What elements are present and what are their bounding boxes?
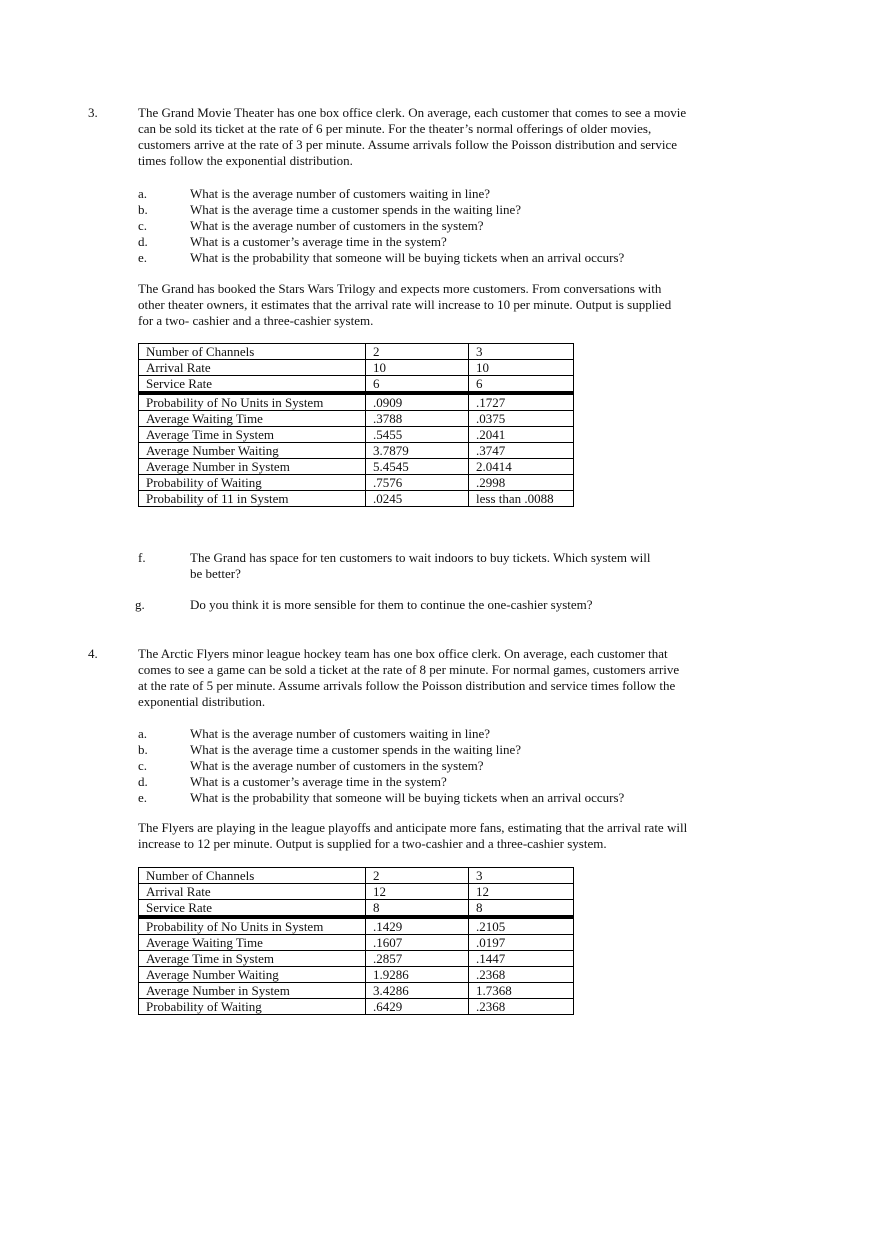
- table-row: [139, 459, 574, 475]
- table-row: [139, 443, 574, 459]
- question-text: What is the average time a customer spends in the waiting line?: [190, 202, 522, 217]
- text-line: other theater owners, it estimates that the arrival rate will increase to 10 per minute. Output is supplied: [138, 297, 672, 312]
- question-g-text: Do you think it is more sensible for them to continue the one-cashier system?: [190, 597, 593, 612]
- value-cell: .3788: [366, 411, 469, 427]
- value-cell: .1727: [469, 393, 574, 411]
- value-cell: 5.4545: [366, 459, 469, 475]
- output-table-3: [138, 343, 574, 507]
- question-text: What is the probability that someone will be buying tickets when an arrival occurs?: [190, 250, 625, 265]
- table-row: [139, 951, 574, 967]
- row-label-cell: Average Waiting Time: [139, 935, 366, 951]
- value-cell: .2998: [469, 475, 574, 491]
- value-cell: 2: [366, 868, 469, 884]
- text-line: customers arrive at the rate of 3 per minute. Assume arrivals follow the Poisson distribution and service: [138, 137, 678, 152]
- problem-3-number: 3.: [88, 105, 98, 120]
- row-label-cell: Average Time in System: [139, 951, 366, 967]
- question-letter: f.: [138, 550, 146, 565]
- value-cell: 2: [366, 344, 469, 360]
- value-cell: .7576: [366, 475, 469, 491]
- question-letter: d.: [138, 774, 148, 789]
- value-cell: 2.0414: [469, 459, 574, 475]
- value-cell: .6429: [366, 999, 469, 1015]
- value-cell: 10: [469, 360, 574, 376]
- question-text: What is a customer’s average time in the system?: [190, 234, 447, 249]
- question-text: What is the average number of customers in the system?: [190, 218, 484, 233]
- row-label-cell: Probability of No Units in System: [139, 917, 366, 935]
- question-letter: e.: [138, 250, 148, 265]
- question-text: What is the probability that someone will be buying tickets when an arrival occurs?: [190, 790, 625, 805]
- value-cell: less than .0088: [469, 491, 574, 507]
- value-cell: .2041: [469, 427, 574, 443]
- row-label-cell: Probability of Waiting: [139, 475, 366, 491]
- row-label-cell: Average Number in System: [139, 459, 366, 475]
- value-cell: 3: [469, 868, 574, 884]
- value-cell: 12: [366, 884, 469, 900]
- question-letter: d.: [138, 234, 148, 249]
- value-cell: .0245: [366, 491, 469, 507]
- question-text: What is the average time a customer spends in the waiting line?: [190, 742, 522, 757]
- value-cell: .0197: [469, 935, 574, 951]
- text-line: at the rate of 5 per minute. Assume arrivals follow the Poisson distribution and service times follow the: [138, 678, 676, 693]
- row-label-cell: Average Number in System: [139, 983, 366, 999]
- value-cell: .1429: [366, 917, 469, 935]
- text-line: increase to 12 per minute. Output is supplied for a two-cashier and a three-cashier system.: [138, 836, 607, 851]
- text-line: The Flyers are playing in the league playoffs and anticipate more fans, estimating that the arrival rate will: [138, 820, 688, 835]
- value-cell: .1447: [469, 951, 574, 967]
- text-line: The Arctic Flyers minor league hockey team has one box office clerk. On average, each customer that: [138, 646, 668, 661]
- table-row: [139, 983, 574, 999]
- row-label-cell: Average Waiting Time: [139, 411, 366, 427]
- table-row: [139, 935, 574, 951]
- question-letter: c.: [138, 758, 148, 773]
- problem-4-scenario: [138, 820, 763, 852]
- value-cell: 8: [469, 900, 574, 918]
- table-row: [139, 868, 574, 884]
- row-label-cell: Average Number Waiting: [139, 967, 366, 983]
- value-cell: .5455: [366, 427, 469, 443]
- row-label-cell: Arrival Rate: [139, 884, 366, 900]
- table-row: [139, 475, 574, 491]
- row-label-cell: Probability of Waiting: [139, 999, 366, 1015]
- problem-3-scenario: [138, 281, 763, 329]
- value-cell: 3.4286: [366, 983, 469, 999]
- question-letter: a.: [138, 726, 148, 741]
- problem-4-intro: [138, 646, 763, 710]
- value-cell: 12: [469, 884, 574, 900]
- question-letter: a.: [138, 186, 148, 201]
- question-letter: g.: [135, 597, 145, 612]
- table-row: [139, 411, 574, 427]
- row-label-cell: Arrival Rate: [139, 360, 366, 376]
- value-cell: .3747: [469, 443, 574, 459]
- value-cell: 1.7368: [469, 983, 574, 999]
- text-line: times follow the exponential distribution.: [138, 153, 353, 168]
- value-cell: .2105: [469, 917, 574, 935]
- question-letter: c.: [138, 218, 148, 233]
- row-label-cell: Number of Channels: [139, 344, 366, 360]
- value-cell: .2857: [366, 951, 469, 967]
- table-row: [139, 900, 574, 918]
- table-row: [139, 999, 574, 1015]
- text-line: The Grand has space for ten customers to wait indoors to buy tickets. Which system will: [190, 550, 651, 565]
- row-label-cell: Service Rate: [139, 900, 366, 918]
- text-line: The Grand has booked the Stars Wars Trilogy and expects more customers. From conversations with: [138, 281, 662, 296]
- table-row: [139, 360, 574, 376]
- question-text: What is the average number of customers waiting in line?: [190, 186, 490, 201]
- question-text: What is the average number of customers in the system?: [190, 758, 484, 773]
- problem-3-intro: [138, 105, 763, 169]
- value-cell: .2368: [469, 967, 574, 983]
- table-row: [139, 344, 574, 360]
- row-label-cell: Average Number Waiting: [139, 443, 366, 459]
- question-text: What is the average number of customers waiting in line?: [190, 726, 490, 741]
- text-line: be better?: [190, 566, 241, 581]
- row-label-cell: Number of Channels: [139, 868, 366, 884]
- table-row: [139, 393, 574, 411]
- row-label-cell: Probability of 11 in System: [139, 491, 366, 507]
- problem-4-number: 4.: [88, 646, 98, 661]
- value-cell: 1.9286: [366, 967, 469, 983]
- table-row: [139, 967, 574, 983]
- text-line: exponential distribution.: [138, 694, 266, 709]
- text-line: comes to see a game can be sold a ticket at the rate of 8 per minute. For normal games, customers arrive: [138, 662, 680, 677]
- table-row: [139, 917, 574, 935]
- row-label-cell: Service Rate: [139, 376, 366, 394]
- question-text: What is a customer’s average time in the system?: [190, 774, 447, 789]
- value-cell: 3.7879: [366, 443, 469, 459]
- table-row: [139, 376, 574, 394]
- value-cell: 10: [366, 360, 469, 376]
- question-letter: b.: [138, 742, 148, 757]
- table-row: [139, 884, 574, 900]
- value-cell: .0909: [366, 393, 469, 411]
- table-row: [139, 491, 574, 507]
- text-line: can be sold its ticket at the rate of 6 per minute. For the theater’s normal offerings of older movies,: [138, 121, 652, 136]
- output-table-4: [138, 867, 574, 1015]
- row-label-cell: Probability of No Units in System: [139, 393, 366, 411]
- value-cell: .1607: [366, 935, 469, 951]
- question-letter: b.: [138, 202, 148, 217]
- question-f: [190, 550, 650, 582]
- question-letter: e.: [138, 790, 148, 805]
- row-label-cell: Average Time in System: [139, 427, 366, 443]
- text-line: for a two- cashier and a three-cashier system.: [138, 313, 374, 328]
- value-cell: .0375: [469, 411, 574, 427]
- value-cell: .2368: [469, 999, 574, 1015]
- value-cell: 8: [366, 900, 469, 918]
- table-row: [139, 427, 574, 443]
- text-line: The Grand Movie Theater has one box office clerk. On average, each customer that comes to see a movie: [138, 105, 687, 120]
- value-cell: 6: [366, 376, 469, 394]
- value-cell: 3: [469, 344, 574, 360]
- value-cell: 6: [469, 376, 574, 394]
